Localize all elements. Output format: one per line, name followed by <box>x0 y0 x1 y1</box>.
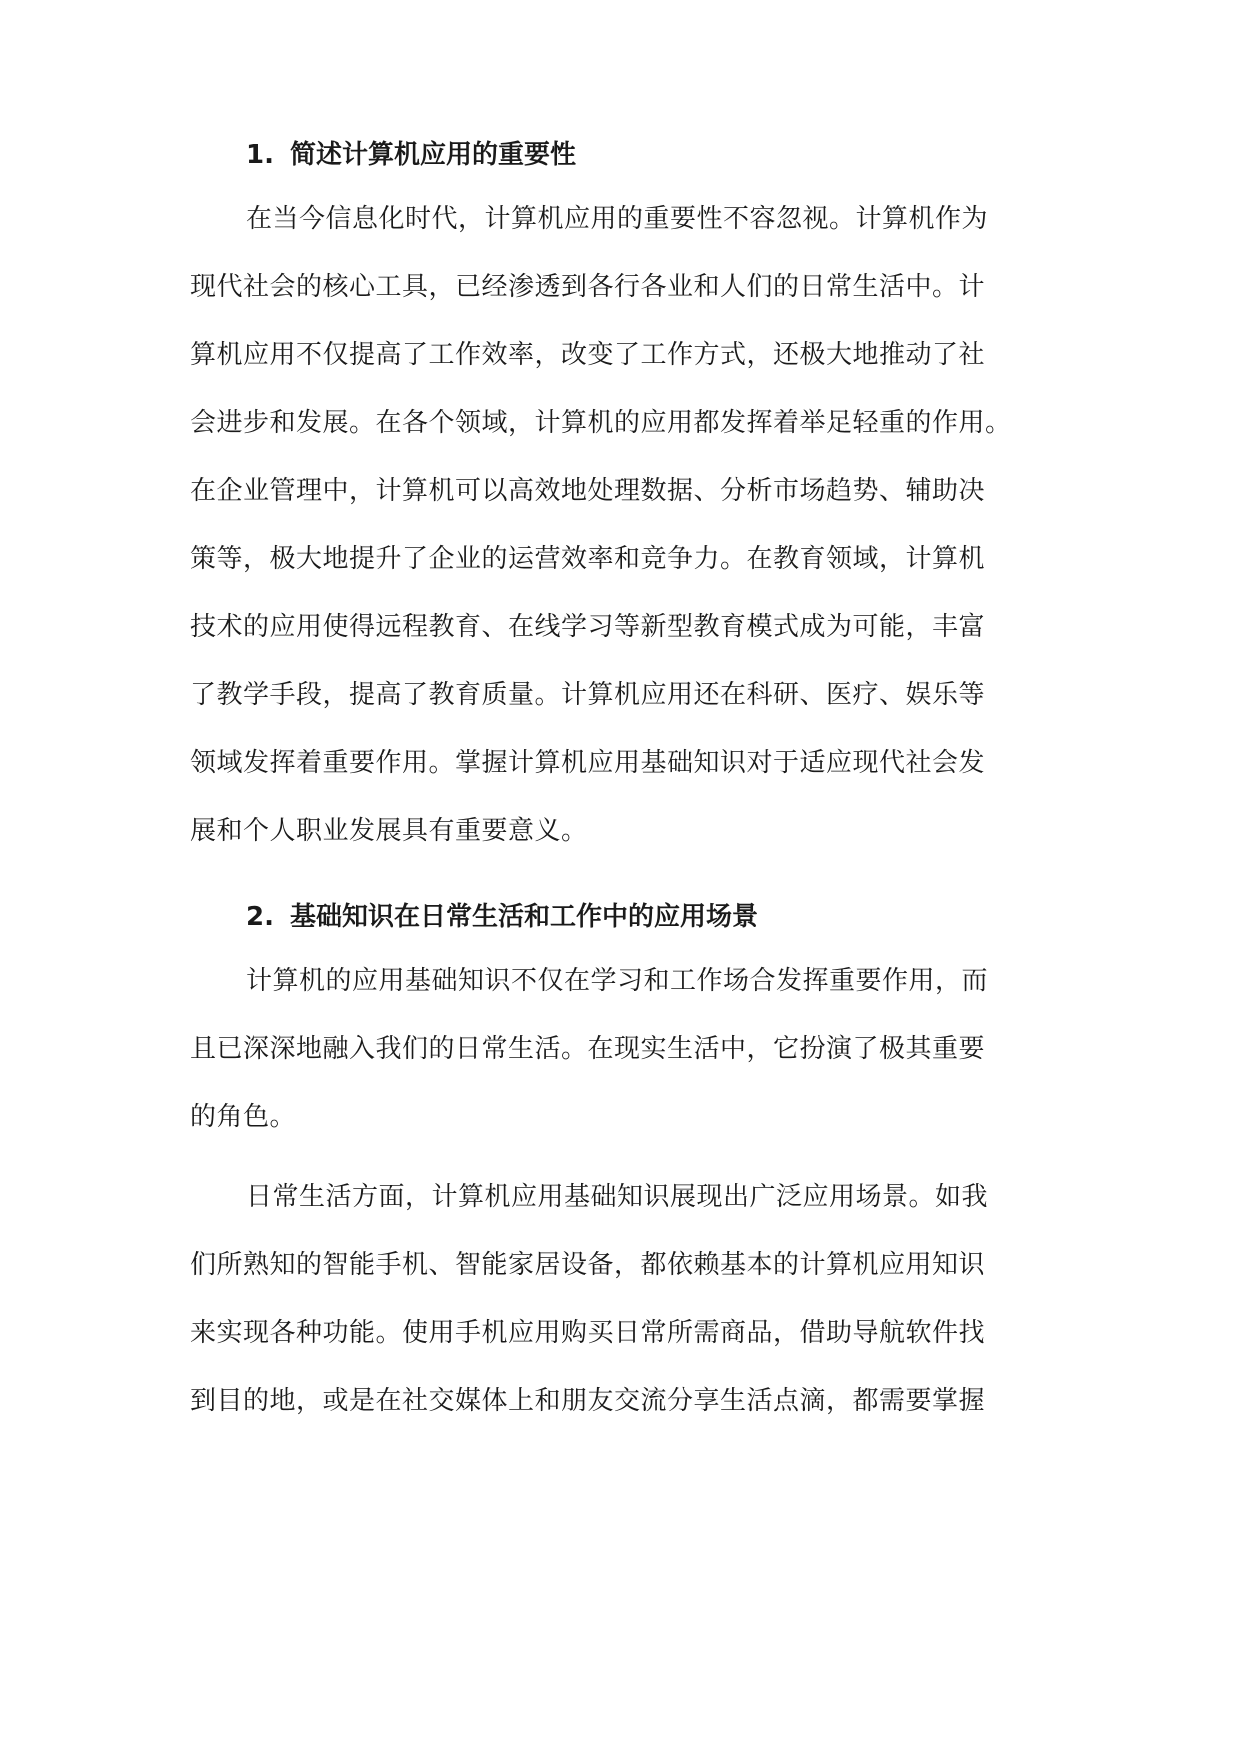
section-2-line: 计算机的应用基础知识不仅在学习和工作场合发挥重要作用，而 <box>246 966 989 996</box>
section-1-line: 技术的应用使得远程教育、在线学习等新型教育模式成为可能，丰富 <box>190 612 986 642</box>
section-1-line: 在当今信息化时代，计算机应用的重要性不容忽视。计算机作为 <box>246 204 989 234</box>
section-2-line: 们所熟知的智能手机、智能家居设备，都依赖基本的计算机应用知识 <box>190 1250 986 1280</box>
section-2-line: 的角色。 <box>190 1102 297 1132</box>
section-1-line: 在企业管理中，计算机可以高效地处理数据、分析市场趋势、辅助决 <box>190 476 986 506</box>
section-1-line: 了教学手段，提高了教育质量。计算机应用还在科研、医疗、娱乐等 <box>190 680 986 710</box>
section-2-line: 到目的地，或是在社交媒体上和朋友交流分享生活点滴，都需要掌握 <box>190 1386 986 1416</box>
section-1-heading <box>246 138 1046 172</box>
section-2-line: 且已深深地融入我们的日常生活。在现实生活中，它扮演了极其重要 <box>190 1034 986 1064</box>
section-2-line: 来实现各种功能。使用手机应用购买日常所需商品，借助导航软件找 <box>190 1318 986 1348</box>
section-1-line: 算机应用不仅提高了工作效率，改变了工作方式，还极大地推动了社 <box>190 340 986 370</box>
section-1-line: 会进步和发展。在各个领域，计算机的应用都发挥着举足轻重的作用。 <box>190 408 1012 438</box>
section-1-line: 现代社会的核心工具，已经渗透到各行各业和人们的日常生活中。计 <box>190 272 986 302</box>
section-1-line: 展和个人职业发展具有重要意义。 <box>190 816 588 846</box>
section-1-line: 策等，极大地提升了企业的运营效率和竞争力。在教育领域，计算机 <box>190 544 986 574</box>
section-2-title: 基础知识在日常生活和工作中的应用场景 <box>290 902 759 932</box>
section-1-number: 1. <box>246 140 274 170</box>
section-2-number: 2. <box>246 902 274 932</box>
section-2-heading <box>246 900 1046 934</box>
section-1-title: 简述计算机应用的重要性 <box>290 140 577 170</box>
section-1-line: 领域发挥着重要作用。掌握计算机应用基础知识对于适应现代社会发 <box>190 748 986 778</box>
section-2-line: 日常生活方面，计算机应用基础知识展现出广泛应用场景。如我 <box>246 1182 989 1212</box>
